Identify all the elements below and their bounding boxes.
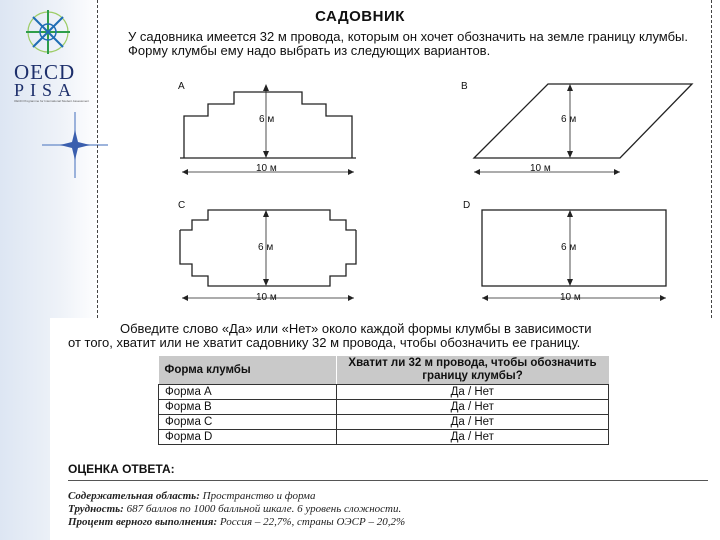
row-shape-c: Форма C (159, 415, 337, 430)
row-answer-d[interactable]: Да / Нет (336, 430, 609, 445)
row-answer-c[interactable]: Да / Нет (336, 415, 609, 430)
shape-a-width-label: 10 м (256, 163, 277, 174)
shape-b-height-label: 6 м (561, 114, 577, 125)
shape-c-letter: C (178, 200, 186, 211)
task-intro: У садовника имеется 32 м провода, которым он хочет обозначить на земле границу клумбы. Форму клумбы ему надо выбрать из следующих вариантов. (128, 29, 688, 58)
grading-percent (68, 516, 405, 529)
shape-b-width-label: 10 м (530, 163, 551, 174)
row-answer-a[interactable]: Да / Нет (336, 385, 609, 400)
answer-table (158, 356, 609, 445)
row-answer-b[interactable]: Да / Нет (336, 400, 609, 415)
row-shape-d: Форма D (159, 430, 337, 445)
shape-d-width-label: 10 м (560, 292, 581, 303)
content-value: Пространство и форма (202, 490, 316, 502)
shape-a-height-label: 6 м (259, 114, 275, 125)
table-header-row (159, 356, 609, 385)
task-title: САДОВНИК (315, 8, 405, 25)
percent-value: Россия – 22,7%, страны ОЭСР – 20,2% (219, 516, 406, 528)
logo-caption: OECD Programme for International Student Assessment (14, 99, 90, 103)
logo-pisa-text: PISA (14, 80, 78, 100)
row-shape-b: Форма B (159, 400, 337, 415)
shape-a-letter: A (178, 81, 185, 92)
table-row (159, 415, 609, 430)
table-row (159, 385, 609, 400)
shape-d-diagram (470, 200, 700, 308)
row-shape-a: Форма A (159, 385, 337, 400)
shape-d-height-label: 6 м (561, 242, 577, 253)
table-header-shape: Форма клумбы (159, 356, 337, 385)
logo-oecd-text: OECD (14, 60, 76, 84)
shape-d-letter: D (463, 200, 471, 211)
table-row (159, 430, 609, 445)
difficulty-value: 687 баллов по 1000 балльной шкале. 6 уровень сложности. (126, 503, 402, 515)
shape-c-height-label: 6 м (258, 242, 274, 253)
percent-label: Процент верного выполнения: (68, 516, 218, 528)
shape-b-diagram (470, 78, 700, 188)
instruction-line-2: от того, хватит или не хватит садовнику 32 м провода, чтобы обозначить ее границу. (68, 335, 581, 350)
instruction (68, 322, 708, 350)
shape-c-width-label: 10 м (256, 292, 277, 303)
table-header-question: Хватит ли 32 м провода, чтобы обозначить границу клумбы? (336, 356, 609, 385)
difficulty-label: Трудность: (68, 503, 124, 515)
shape-b-letter: B (461, 81, 468, 92)
table-row (159, 400, 609, 415)
grading-info (68, 490, 405, 529)
instruction-line-1: Обведите слово «Да» или «Нет» около каждой формы клумбы в зависимости (120, 321, 592, 336)
grading-divider (68, 480, 708, 481)
content-label: Содержательная область: (68, 490, 200, 502)
grading-content-area (68, 490, 405, 503)
grading-difficulty (68, 503, 405, 516)
grading-title: ОЦЕНКА ОТВЕТА: (68, 462, 175, 476)
